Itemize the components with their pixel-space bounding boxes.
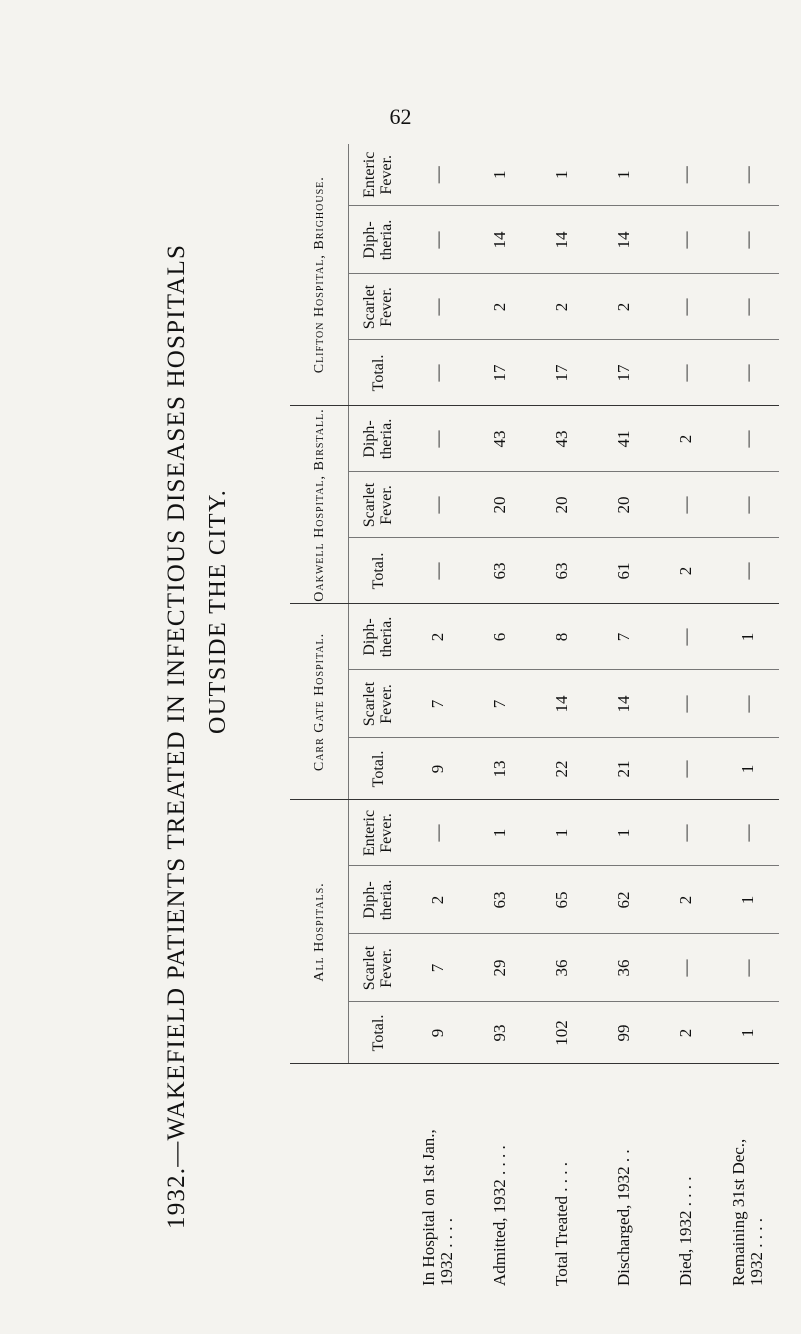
table-cell: 1 <box>552 170 571 179</box>
table-row <box>717 144 779 1294</box>
table-cell: 9 <box>407 1002 469 1064</box>
table-cell: 20 <box>593 472 655 538</box>
table-cell: 1 <box>531 800 593 866</box>
table-cell: — <box>655 206 717 274</box>
table-cell: 2 <box>655 406 717 472</box>
table-cell: — <box>717 472 779 538</box>
table-cell: 2 <box>469 274 531 340</box>
row-label <box>531 1064 593 1294</box>
col-head: Diph-theria. <box>349 406 408 472</box>
table-cell: — <box>717 206 779 274</box>
table-cell: — <box>717 274 779 340</box>
table-subtitle: OUTSIDE THE CITY. <box>205 488 231 734</box>
row-label <box>717 1064 779 1294</box>
table-cell: — <box>655 934 717 1002</box>
table-cell: — <box>428 166 447 184</box>
table-cell: 14 <box>531 206 593 274</box>
table-cell: 41 <box>593 406 655 472</box>
table-row <box>407 144 469 1294</box>
col-head: Scarlet Fever. <box>349 934 408 1002</box>
table-cell: — <box>717 670 779 738</box>
table-cell: 1 <box>717 1002 779 1064</box>
table-cell: — <box>676 166 695 184</box>
table-cell: — <box>407 340 469 406</box>
table-title: 1932.—WAKEFIELD PATIENTS TREATED IN INFECTIOUS DISEASES HOSPITALS <box>163 243 190 1229</box>
table-cell: 14 <box>593 206 655 274</box>
table-cell: — <box>655 670 717 738</box>
col-head: Enteric Fever. <box>349 800 408 866</box>
row-label <box>407 1064 469 1294</box>
table-cell: — <box>655 604 717 670</box>
table-cell: — <box>655 274 717 340</box>
row-label-line2: 1932 . . . . <box>437 1218 456 1286</box>
hospital-header-carr-gate: Carr Gate Hospital. <box>290 604 349 800</box>
table-cell: — <box>738 166 757 184</box>
table-cell: — <box>407 538 469 604</box>
table-cell: 6 <box>469 604 531 670</box>
table-cell: 14 <box>593 670 655 738</box>
table-cell: 99 <box>593 1002 655 1064</box>
table-cell: 7 <box>469 670 531 738</box>
table-cell: 63 <box>469 538 531 604</box>
table-cell: — <box>717 934 779 1002</box>
table-cell: 20 <box>531 472 593 538</box>
table-cell: — <box>655 738 717 800</box>
row-label-line1: Died, 1932 . . . . <box>676 1176 695 1286</box>
col-head: Diph-theria. <box>349 206 408 274</box>
table-cell: 63 <box>469 866 531 934</box>
table-row <box>531 144 593 1294</box>
stub-header <box>290 1064 349 1294</box>
table-cell: — <box>655 340 717 406</box>
col-head: Scarlet Fever. <box>349 472 408 538</box>
row-label <box>593 1064 655 1294</box>
table-row <box>655 144 717 1294</box>
table-cell: 1 <box>717 866 779 934</box>
table-cell: 2 <box>655 1002 717 1064</box>
row-label-line1: Total Treated . . . . <box>552 1162 571 1286</box>
table-cell: 65 <box>531 866 593 934</box>
table-cell: — <box>407 800 469 866</box>
table-cell: 20 <box>469 472 531 538</box>
table-body <box>407 144 779 1294</box>
table-cell: 7 <box>593 604 655 670</box>
table-cell: 2 <box>531 274 593 340</box>
hospital-header-clifton: Clifton Hospital, Brighouse. <box>311 176 327 374</box>
table-cell: 61 <box>593 538 655 604</box>
table-cell: 17 <box>469 340 531 406</box>
table-cell: 2 <box>655 866 717 934</box>
table-cell: 14 <box>469 206 531 274</box>
table-cell: — <box>407 206 469 274</box>
table-cell: 1 <box>717 604 779 670</box>
table-row <box>593 144 655 1294</box>
table-cell: 2 <box>655 538 717 604</box>
col-head: Diph-theria. <box>349 866 408 934</box>
col-head: Total. <box>349 538 408 604</box>
table-cell: 2 <box>593 274 655 340</box>
page-number: 62 <box>389 104 412 129</box>
table-cell: 29 <box>469 934 531 1002</box>
table-cell: 102 <box>531 1002 593 1064</box>
hospital-header-all: All Hospitals. <box>290 800 349 1064</box>
table-cell: 1 <box>717 738 779 800</box>
table-cell: — <box>717 340 779 406</box>
table-cell: 14 <box>531 670 593 738</box>
table-cell: 36 <box>593 934 655 1002</box>
col-head: Scarlet Fever. <box>349 274 408 340</box>
row-label-line1: Remaining 31st Dec., <box>729 1138 748 1286</box>
table-row <box>469 144 531 1294</box>
table-cell: 1 <box>469 800 531 866</box>
table-cell: 22 <box>531 738 593 800</box>
table-cell: 17 <box>531 340 593 406</box>
hospital-header-oakwell: Oakwell Hospital, Birstall. <box>290 406 349 604</box>
table-cell: 7 <box>407 934 469 1002</box>
row-label <box>655 1064 717 1294</box>
row-label <box>469 1064 531 1294</box>
table-cell: — <box>655 472 717 538</box>
table-cell: 93 <box>469 1002 531 1064</box>
table-cell: — <box>717 406 779 472</box>
row-label-line1: In Hospital on 1st Jan., <box>419 1129 438 1286</box>
table-cell: 13 <box>469 738 531 800</box>
col-head: Total. <box>349 1002 408 1064</box>
table-cell: — <box>717 538 779 604</box>
table-cell: — <box>407 274 469 340</box>
col-head: Total. <box>349 738 408 800</box>
table-cell: 21 <box>593 738 655 800</box>
row-label-line1: Admitted, 1932 . . . . <box>490 1145 509 1286</box>
patients-table <box>290 144 779 1294</box>
table-cell: 62 <box>593 866 655 934</box>
table-cell: 7 <box>407 670 469 738</box>
table-cell: 2 <box>407 604 469 670</box>
stub-header-2 <box>349 1064 408 1294</box>
table-cell: 8 <box>531 604 593 670</box>
table-cell: 9 <box>407 738 469 800</box>
table-cell: 43 <box>469 406 531 472</box>
table-cell: 36 <box>531 934 593 1002</box>
table-cell: 1 <box>490 170 509 179</box>
col-head: Diph-theria. <box>349 604 408 670</box>
table-cell: 1 <box>614 170 633 179</box>
row-label-line1: Discharged, 1932 . . <box>614 1149 633 1286</box>
col-head: Enteric Fever. <box>349 144 408 206</box>
table-cell: 43 <box>531 406 593 472</box>
table-cell: — <box>655 800 717 866</box>
table-cell: 2 <box>407 866 469 934</box>
table-cell: — <box>407 472 469 538</box>
col-head: Scarlet Fever. <box>349 670 408 738</box>
row-label-line2: 1932 . . . . <box>747 1218 766 1286</box>
table-cell: 1 <box>593 800 655 866</box>
col-head: Total. <box>349 340 408 406</box>
table-cell: — <box>407 406 469 472</box>
table-cell: 17 <box>593 340 655 406</box>
table-cell: 63 <box>531 538 593 604</box>
table-cell: — <box>717 800 779 866</box>
